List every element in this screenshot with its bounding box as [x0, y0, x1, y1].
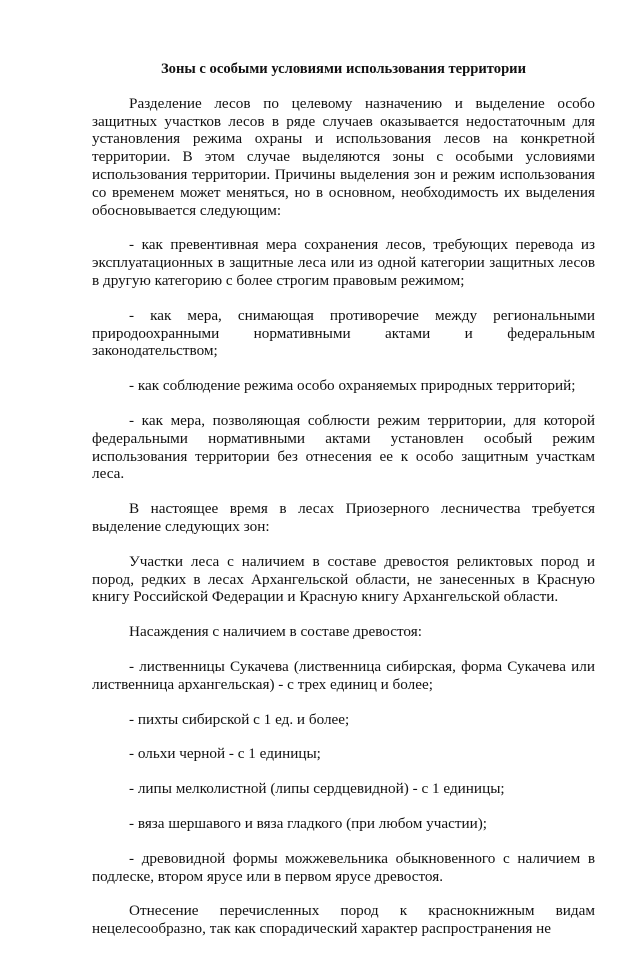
- paragraph: - ольхи черной - с 1 единицы;: [129, 745, 321, 763]
- paragraph: - древовидной формы можжевельника обыкновенного с наличием в подлеске, втором ярусе или в первом ярусе древостоя.: [92, 849, 595, 885]
- paragraph: - как мера, снимающая противоречие между региональными природоохранными нормативными актами и федеральным законодательством;: [92, 306, 595, 360]
- paragraph: В настоящее время в лесах Приозерного лесничества требуется выделение следующих зон:: [92, 500, 595, 535]
- paragraph: - вяза шершавого и вяза гладкого (при любом участии);: [129, 814, 488, 832]
- paragraph: Участки леса с наличием в составе древостоя реликтовых пород и пород, редких в лесах Архангельской области, не занесенных в Красную книгу Российской Федерации и Красную книгу Архангельской области.: [92, 552, 595, 606]
- paragraph: - липы мелколистной (липы сердцевидной) - с 1 единицы;: [129, 780, 505, 798]
- paragraph: - лиственницы Сукачева (лиственница сибирская, форма Сукачева или лиственница архангельская) - с трех единиц и более;: [92, 657, 595, 693]
- paragraph: Разделение лесов по целевому назначению и выделение особо защитных участков лесов в ряде случаев оказывается недостаточным для установления режима охраны и использования лесов на конкретной территории. В этом случае выделяются зоны с особыми условиями использования территории. Причины выделения зон и режим использования со временем может меняться, но в основном, необходимость их выделения обосновывается следующим:: [92, 94, 595, 219]
- paragraph: - пихты сибирской с 1 ед. и более;: [129, 710, 350, 728]
- paragraph: - как превентивная мера сохранения лесов, требующих перевода из эксплуатационных в защитные леса или из одной категории защитных лесов в другую категорию с более строгим правовым режимом;: [92, 236, 595, 289]
- paragraph: Насаждения с наличием в составе древостоя:: [129, 623, 422, 641]
- paragraph: Отнесение перечисленных пород к краснокнижным видам нецелесообразно, так как спорадический характер распространения не: [92, 902, 595, 938]
- paragraph: - как мера, позволяющая соблюсти режим территории, для которой федеральными нормативными актами установлен особый режим использования территории без отнесения ее к особо защитным участкам леса.: [92, 411, 595, 483]
- paragraph: - как соблюдение режима особо охраняемых природных территорий;: [129, 377, 576, 395]
- document-title: Зоны с особыми условиями использования территории: [160, 61, 526, 77]
- document-page: [92, 61, 595, 955]
